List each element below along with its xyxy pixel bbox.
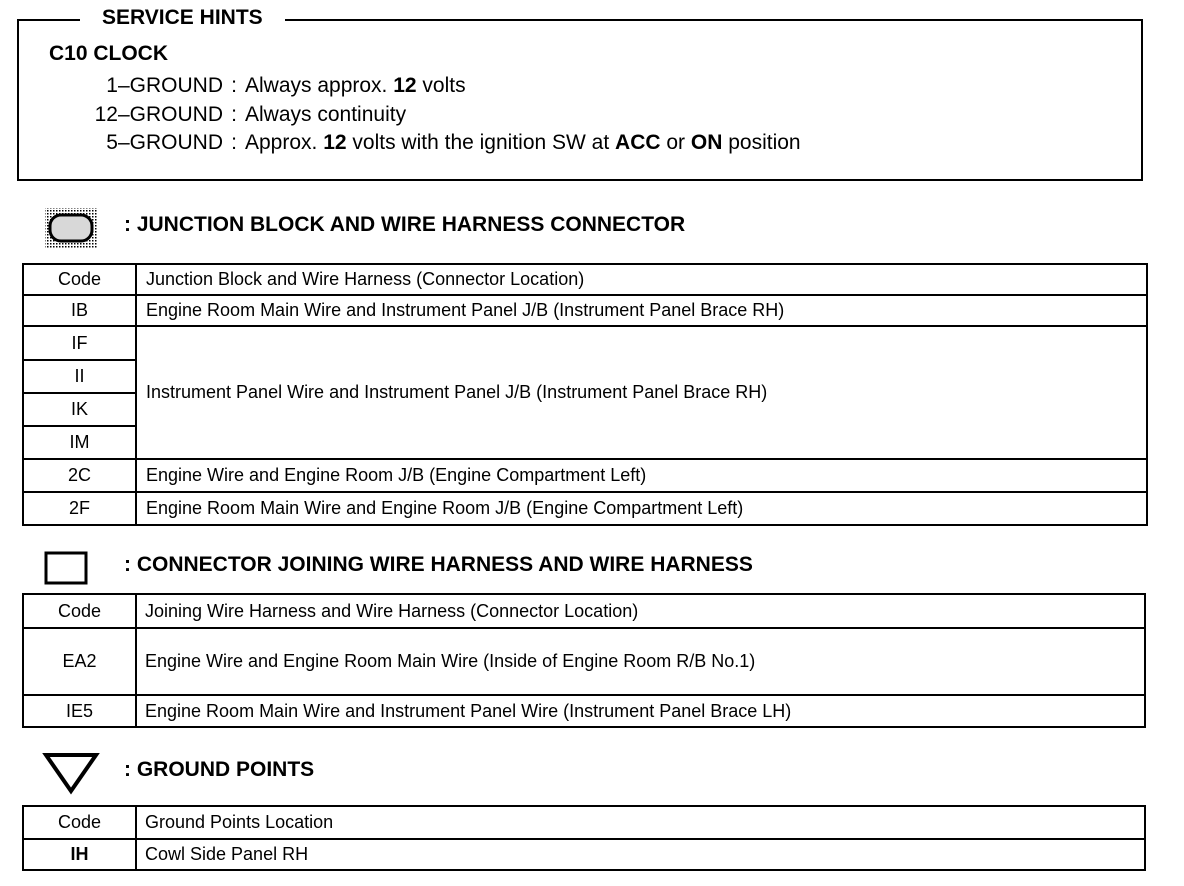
ground-point-icon [42, 751, 100, 795]
location-cell: Engine Wire and Engine Room Main Wire (Inside of Engine Room R/B No.1) [136, 628, 1145, 695]
code-cell: IK [23, 393, 136, 426]
code-cell: EA2 [23, 628, 136, 695]
ground-table [22, 805, 1146, 871]
component-title: C10 CLOCK [49, 42, 169, 65]
table-row [23, 695, 1145, 727]
code-cell: IM [23, 426, 136, 459]
code-header: Code [23, 594, 136, 628]
code-header: Code [23, 264, 136, 295]
table-header-row [23, 806, 1145, 839]
service-hints-title: SERVICE HINTS [80, 5, 285, 31]
connector-table [22, 593, 1146, 728]
location-cell: Engine Wire and Engine Room J/B (Engine Compartment Left) [136, 459, 1147, 492]
table-header-row [23, 264, 1147, 295]
code-cell: IB [23, 295, 136, 326]
location-cell: Engine Room Main Wire and Instrument Panel J/B (Instrument Panel Brace RH) [136, 295, 1147, 326]
table-row [23, 839, 1145, 870]
code-cell: IF [23, 326, 136, 360]
connector-heading: : CONNECTOR JOINING WIRE HARNESS AND WIRE HARNESS [124, 553, 753, 576]
table-row [23, 459, 1147, 492]
table-row [23, 326, 1147, 360]
location-cell: Engine Room Main Wire and Engine Room J/B (Engine Compartment Left) [136, 492, 1147, 525]
location-header: Ground Points Location [136, 806, 1145, 839]
location-cell: Instrument Panel Wire and Instrument Panel J/B (Instrument Panel Brace RH) [136, 326, 1147, 459]
code-cell: 2F [23, 492, 136, 525]
location-header: Joining Wire Harness and Wire Harness (Connector Location) [136, 594, 1145, 628]
location-cell: Cowl Side Panel RH [136, 839, 1145, 870]
hint-line-1: 1–GROUND : Always approx. 12 volts [106, 74, 466, 97]
code-cell: 2C [23, 459, 136, 492]
location-header: Junction Block and Wire Harness (Connector Location) [136, 264, 1147, 295]
table-header-row [23, 594, 1145, 628]
code-header: Code [23, 806, 136, 839]
table-row [23, 492, 1147, 525]
ground-heading: : GROUND POINTS [124, 758, 315, 781]
code-cell: IE5 [23, 695, 136, 727]
junction-table [22, 263, 1148, 526]
service-hints-box [17, 19, 1143, 181]
junction-block-icon [44, 207, 98, 249]
code-cell: II [23, 360, 136, 393]
hint-line-3: 5–GROUND : Approx. 12 volts with the ignition SW at ACC or ON position [106, 131, 801, 154]
hint-line-2: 12–GROUND : Always continuity [94, 103, 407, 126]
junction-heading: : JUNCTION BLOCK AND WIRE HARNESS CONNECTOR [124, 213, 686, 236]
code-cell: IH [23, 839, 136, 870]
connector-icon [44, 551, 88, 585]
table-row [23, 295, 1147, 326]
location-cell: Engine Room Main Wire and Instrument Panel Wire (Instrument Panel Brace LH) [136, 695, 1145, 727]
table-row [23, 628, 1145, 695]
